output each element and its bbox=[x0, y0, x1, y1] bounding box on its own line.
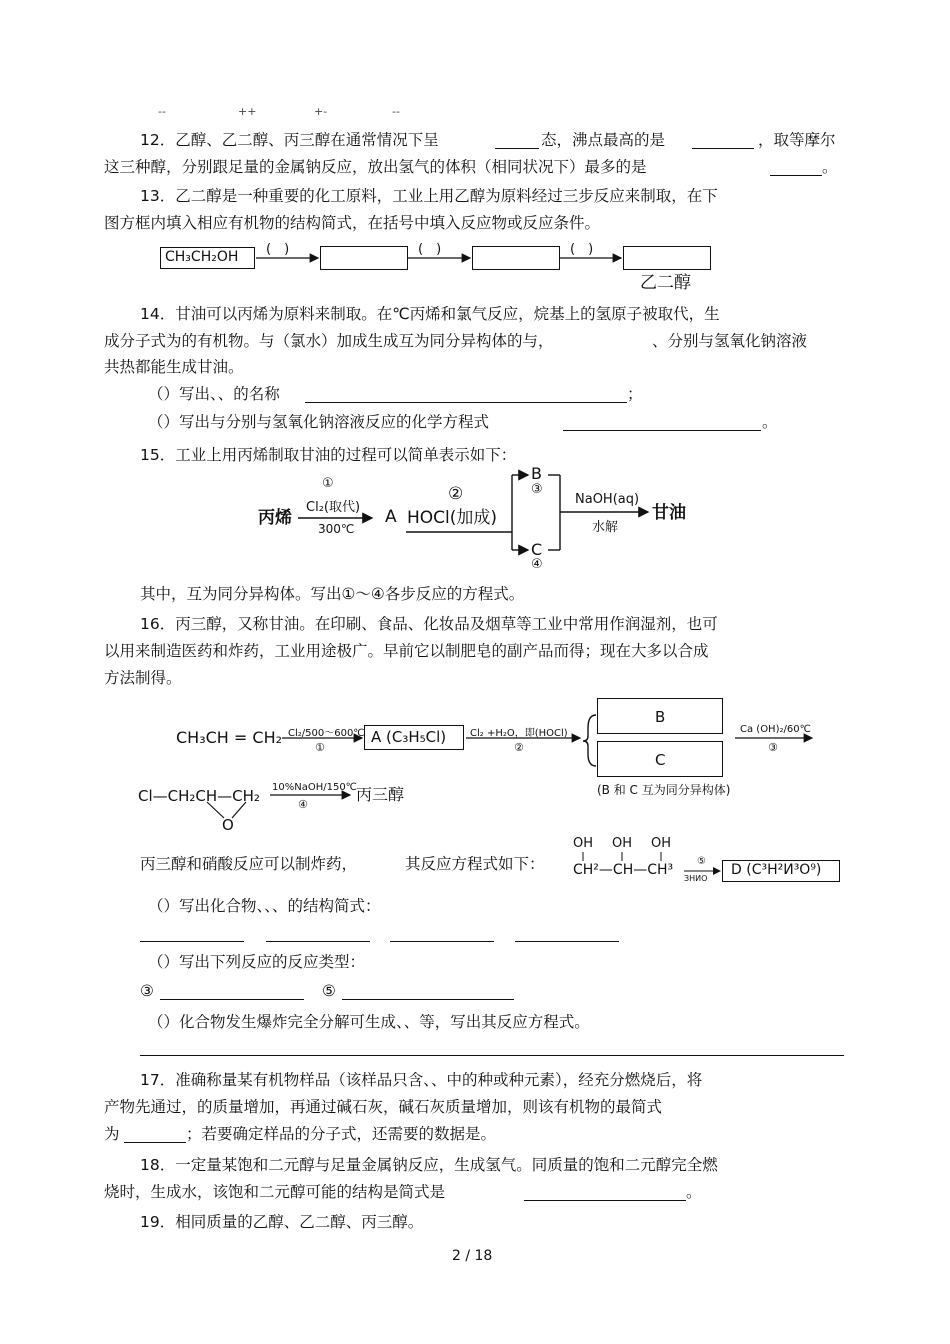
q16-boxC bbox=[597, 741, 723, 777]
q18-line2a: 烧时，生成水，该饱和二元醇可能的结构是简式是 bbox=[104, 1183, 446, 1201]
q16-product: 丙三醇 bbox=[356, 785, 405, 804]
q14-sub2a: （）写出与分别与氢氧化钠溶液反应的化学方程式 bbox=[148, 413, 490, 431]
q15-B: B bbox=[531, 464, 542, 483]
q16-cond3: Ca (OH)₂/60℃ bbox=[740, 724, 811, 735]
q16-cond4: 10%NaOH/150℃ bbox=[272, 782, 357, 793]
q14-sub2b: 。 bbox=[762, 413, 778, 431]
q13-line2: 图方框内填入相应有机物的结构简式，在括号中填入反应物或反应条件。 bbox=[104, 214, 601, 232]
q16-cond2: Cl₂ +H₂O，即(HOCl) bbox=[470, 728, 568, 739]
q13-line1: 13．乙二醇是一种重要的化工原料，工业上用乙醇为原料经过三步反应来制取，在下 bbox=[140, 187, 718, 205]
q16-blank-3[interactable] bbox=[390, 941, 494, 942]
q16-boxD-label: D (C³H²И³O⁹) bbox=[731, 862, 822, 878]
q14-sub1b: ； bbox=[627, 385, 643, 403]
page-number: 2 / 18 bbox=[452, 1248, 493, 1264]
q16-boxC-label: C bbox=[655, 751, 666, 769]
q14-line3: 共热都能生成甘油。 bbox=[104, 358, 244, 376]
q14-line2a: 成分子式为的有机物。与（氯水）加成生成互为同分异构体的与， bbox=[104, 332, 554, 350]
q19-line1: 19．相同质量的乙醇、乙二醇、丙三醇。 bbox=[140, 1213, 424, 1231]
q17-line3b: ；若要确定样品的分子式，还需要的数据是。 bbox=[186, 1125, 497, 1143]
q12-line1b: 态，沸点最高的是 bbox=[541, 131, 666, 149]
q13-paren-1[interactable]: ( ) bbox=[266, 242, 290, 257]
q16-r3: ③ bbox=[140, 982, 154, 1000]
q15-propene: 丙烯 bbox=[258, 508, 292, 528]
q12-line1a: 12．乙醇、乙二醇、丙三醇在通常情况下呈 bbox=[140, 131, 439, 149]
q15-line-after: 其中，互为同分异构体。写出①～④各步反应的方程式。 bbox=[140, 585, 525, 603]
q16-c2: ② bbox=[514, 741, 524, 754]
q15-line1: 15．工业上用丙烯制取甘油的过程可以简单表示如下： bbox=[140, 446, 517, 464]
q16-note: (B 和 C 互为同分异构体) bbox=[597, 783, 731, 797]
q14-line1: 14．甘油可以丙烯为原料来制取。在℃丙烯和氯气反应，烷基上的氢原子被取代，生 bbox=[140, 305, 720, 323]
q16-oh-1: OH bbox=[573, 836, 594, 851]
q18-line2b: 。 bbox=[686, 1183, 702, 1201]
q15-circle1: ① bbox=[322, 476, 334, 491]
q16-boxD bbox=[722, 860, 840, 882]
q16-epox: Cl—CH₂CH—CH₂ bbox=[138, 787, 260, 805]
q12-line2b: 。 bbox=[822, 158, 838, 176]
q12-line2a: 这三种醇，分别跟足量的金属钠反应，放出氢气的体积（相同状况下）最多的是 bbox=[104, 158, 647, 176]
q16-boxA bbox=[364, 725, 464, 750]
q14-sub1a: （）写出、、的名称 bbox=[148, 385, 280, 403]
q16-start: CH₃CH = CH₂ bbox=[176, 728, 283, 747]
q16-blank-r5[interactable] bbox=[342, 999, 514, 1000]
q13-paren-2[interactable]: ( ) bbox=[418, 242, 442, 257]
top-mark-2: ++ bbox=[238, 105, 257, 118]
q17-line3a: 为 bbox=[104, 1125, 120, 1143]
q15-hydrolysis: 水解 bbox=[592, 520, 619, 535]
q17-blank[interactable] bbox=[124, 1142, 186, 1143]
q15-A: A bbox=[385, 507, 397, 527]
q16-blank-2[interactable] bbox=[266, 941, 370, 942]
q15-circle4: ④ bbox=[531, 557, 543, 572]
q16-line1: 16．丙三醇，又称甘油。在印刷、食品、化妆品及烟草等工业中常用作润湿剂，也可 bbox=[140, 615, 718, 633]
q13-start-formula: CH₃CH₂OH bbox=[165, 249, 239, 265]
q16-line3: 方法制得。 bbox=[104, 669, 182, 687]
q16-sub3: （）化合物发生爆炸完全分解可生成、、等，写出其反应方程式。 bbox=[148, 1013, 590, 1031]
q16-cond1: Cl₂/500～600℃ bbox=[288, 728, 365, 739]
q16-sub2: （）写出下列反应的反应类型： bbox=[148, 953, 366, 971]
q16-c5: ⑤ bbox=[697, 856, 706, 867]
top-mark-3: +- bbox=[314, 105, 328, 118]
q16-c3: ③ bbox=[768, 741, 778, 754]
q16-explosive-text2: 其反应方程式如下： bbox=[405, 855, 545, 873]
q13-paren-3[interactable]: ( ) bbox=[570, 242, 594, 257]
q15-hocl: HOCl(加成) bbox=[407, 508, 498, 528]
top-mark-1: -- bbox=[158, 105, 166, 118]
q18-blank[interactable] bbox=[524, 1200, 686, 1201]
q16-explosive-text: 丙三醇和硝酸反应可以制炸药， bbox=[140, 855, 358, 873]
q16-r5: ⑤ bbox=[322, 982, 336, 1000]
q16-line2: 以用来制造医药和炸药，工业用途极广。早前它以制肥皂的副产品而得；现在大多以合成 bbox=[104, 642, 709, 660]
q15-cl2: Cl₂(取代) bbox=[306, 500, 361, 515]
q16-epox-o: O bbox=[222, 816, 234, 834]
q15-glycerol: 甘油 bbox=[652, 503, 686, 523]
q16-blank-long[interactable] bbox=[140, 1055, 844, 1056]
q16-chain: CH²—CH—CH³ bbox=[573, 862, 674, 878]
q16-brace bbox=[583, 715, 596, 766]
q16-blank-r3[interactable] bbox=[160, 999, 304, 1000]
q15-C: C bbox=[531, 540, 543, 559]
q17-line1: 17．准确称量某有机物样品（该样品只含、、中的种或种元素），经充分燃烧后，将 bbox=[140, 1071, 703, 1089]
q16-sub1: （）写出化合物、、、的结构简式： bbox=[148, 897, 381, 915]
q16-boxB bbox=[597, 698, 723, 734]
q15-naoh: NaOH(aq) bbox=[575, 492, 640, 507]
q13-end-label: 乙二醇 bbox=[640, 273, 691, 293]
q18-line1: 18．一定量某饱和二元醇与足量金属钠反应，生成氢气。同质量的饱和二元醇完全燃 bbox=[140, 1156, 718, 1174]
q16-c4: ④ bbox=[298, 798, 308, 811]
q16-blank-4[interactable] bbox=[515, 941, 619, 942]
q16-blank-1[interactable] bbox=[140, 941, 244, 942]
q16-boxA-label: A (C₃H₅Cl) bbox=[371, 728, 447, 746]
q15-temp: 300℃ bbox=[318, 522, 355, 536]
q16-c1: ① bbox=[315, 741, 325, 754]
q16-oh-2: OH bbox=[612, 836, 633, 851]
top-mark-4: -- bbox=[392, 105, 400, 118]
q17-line2: 产物先通过，的质量增加，再通过碱石灰，碱石灰质量增加，则该有机物的最简式 bbox=[104, 1098, 663, 1116]
q15-circle2: ② bbox=[448, 484, 464, 504]
q16-boxB-label: B bbox=[655, 708, 666, 726]
q16-cond5: ЗНИО bbox=[684, 874, 708, 883]
q12-line1c: ，取等摩尔 bbox=[758, 131, 836, 149]
q16-oh-3: OH bbox=[651, 836, 672, 851]
q14-line2b: 、分别与氢氧化钠溶液 bbox=[652, 332, 808, 350]
q15-circle3: ③ bbox=[531, 482, 543, 497]
